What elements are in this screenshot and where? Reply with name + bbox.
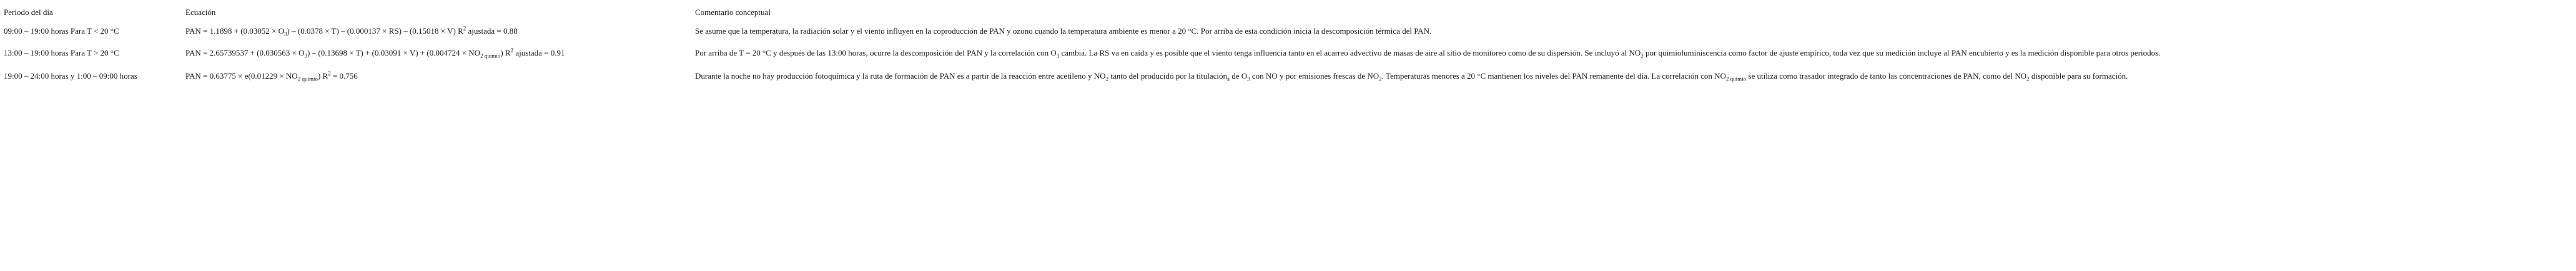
equation-text: ajustada = 0.88 (466, 26, 518, 36)
equation-text: ) – (0.0378 × T) – (0.000137 × RS) – (0.15018 × V) R (287, 26, 463, 36)
comment-text: Se asume que la temperatura, la radiación solar y el viento influyen en la coproducción de PAN y ozono cuando la temperatura ambiente es menor a 20 °C. Por arriba de esta condición inicia la descomposición térmica del PAN. (695, 26, 1432, 36)
header-comment: Comentario conceptual (695, 7, 771, 17)
equation-subscript: 3 (284, 31, 287, 37)
equation-superscript: 2 (328, 70, 331, 77)
equation-text: = 0.756 (330, 71, 358, 81)
comment-text: Durante la noche no hay producción fotoquímica y la ruta de formación de PAN es a partir de la reacción entre acetileno y NO (695, 71, 1106, 81)
equation-text: PAN = 1.1898 + (0.03052 × O (185, 26, 285, 36)
equation-text: ) – (0.13698 × T) + (0.03091 × V) + (0.004724 × NO (307, 48, 481, 57)
table-header-row (4, 4, 2570, 21)
comment-subscript: 2 (1105, 76, 1109, 82)
comment-subscript: a (1226, 76, 1230, 82)
equation-subscript: 2 quimio (297, 76, 318, 82)
equation-cell (185, 71, 695, 81)
comment-text: . Temperaturas menores a 20 °C mantienen los niveles del PAN remanente del día. La correlación con NO (1381, 71, 1726, 81)
equation-text: ) R (500, 48, 511, 57)
equation-cell (185, 48, 695, 58)
equation-cell (185, 26, 695, 36)
comment-text: tanto del producido por la titulación (1108, 71, 1227, 81)
comment-text: Por arriba de T = 20 °C y después de las 13:00 horas, ocurre la descomposición del PAN y la correlación con O (695, 48, 1057, 57)
comment-subscript: 2 (1641, 52, 1644, 59)
data-table (4, 4, 2570, 87)
comment-cell (695, 26, 2570, 36)
equation-text: PAN = 0.63775 × e(0.01229 × NO (185, 71, 298, 81)
comment-text: por quimioluminiscencia como factor de ajuste empírico, toda vez que su medición incluye al PAN encubierto y es la medición disponible para otros periodos. (1643, 48, 2161, 57)
equation-subscript: 2 quimio (480, 52, 501, 59)
comment-text: de O (1229, 71, 1248, 81)
comment-subscript: 2 (2026, 76, 2030, 82)
header-equation: Ecuación (185, 7, 216, 17)
equation-superscript: 2 (463, 25, 466, 32)
table-row (4, 41, 2570, 65)
comment-subscript: 2 (1379, 76, 1382, 82)
equation-text: PAN = 2.65739537 + (0.030563 × O (185, 48, 305, 57)
comment-cell (695, 71, 2570, 81)
period-cell: 09:00 – 19:00 horas Para T < 20 °C (4, 26, 119, 36)
comment-text: se utiliza como trasador integrado de tanto las concentraciones de PAN, como del NO (1746, 71, 2027, 81)
header-period: Periodo del día (4, 7, 53, 17)
comment-text: disponible para su formación. (2029, 71, 2128, 81)
comment-text: cambia. La RS va en caída y es posible que el viento tenga influencia tanto en el acarreo advectivo de masas de aire al sitio de monitoreo como de su dispersión. Se incluyó al NO (1059, 48, 1641, 57)
equation-text: ajustada = 0.91 (513, 48, 565, 57)
comment-subscript: 3 (1247, 76, 1250, 82)
comment-text: con NO y por emisiones frescas de NO (1250, 71, 1379, 81)
equation-subscript: 3 (304, 52, 308, 59)
equation-superscript: 2 (510, 47, 514, 54)
comment-subscript: 3 (1056, 52, 1060, 59)
comment-subscript: 2 quimio (1725, 76, 1747, 82)
table-row (4, 65, 2570, 87)
period-cell: 19:00 – 24:00 horas y 1:00 – 09:00 horas (4, 71, 137, 81)
table-row (4, 21, 2570, 41)
period-cell: 13:00 – 19:00 horas Para T > 20 °C (4, 48, 119, 57)
comment-cell (695, 48, 2570, 58)
equation-text: ) R (317, 71, 328, 81)
